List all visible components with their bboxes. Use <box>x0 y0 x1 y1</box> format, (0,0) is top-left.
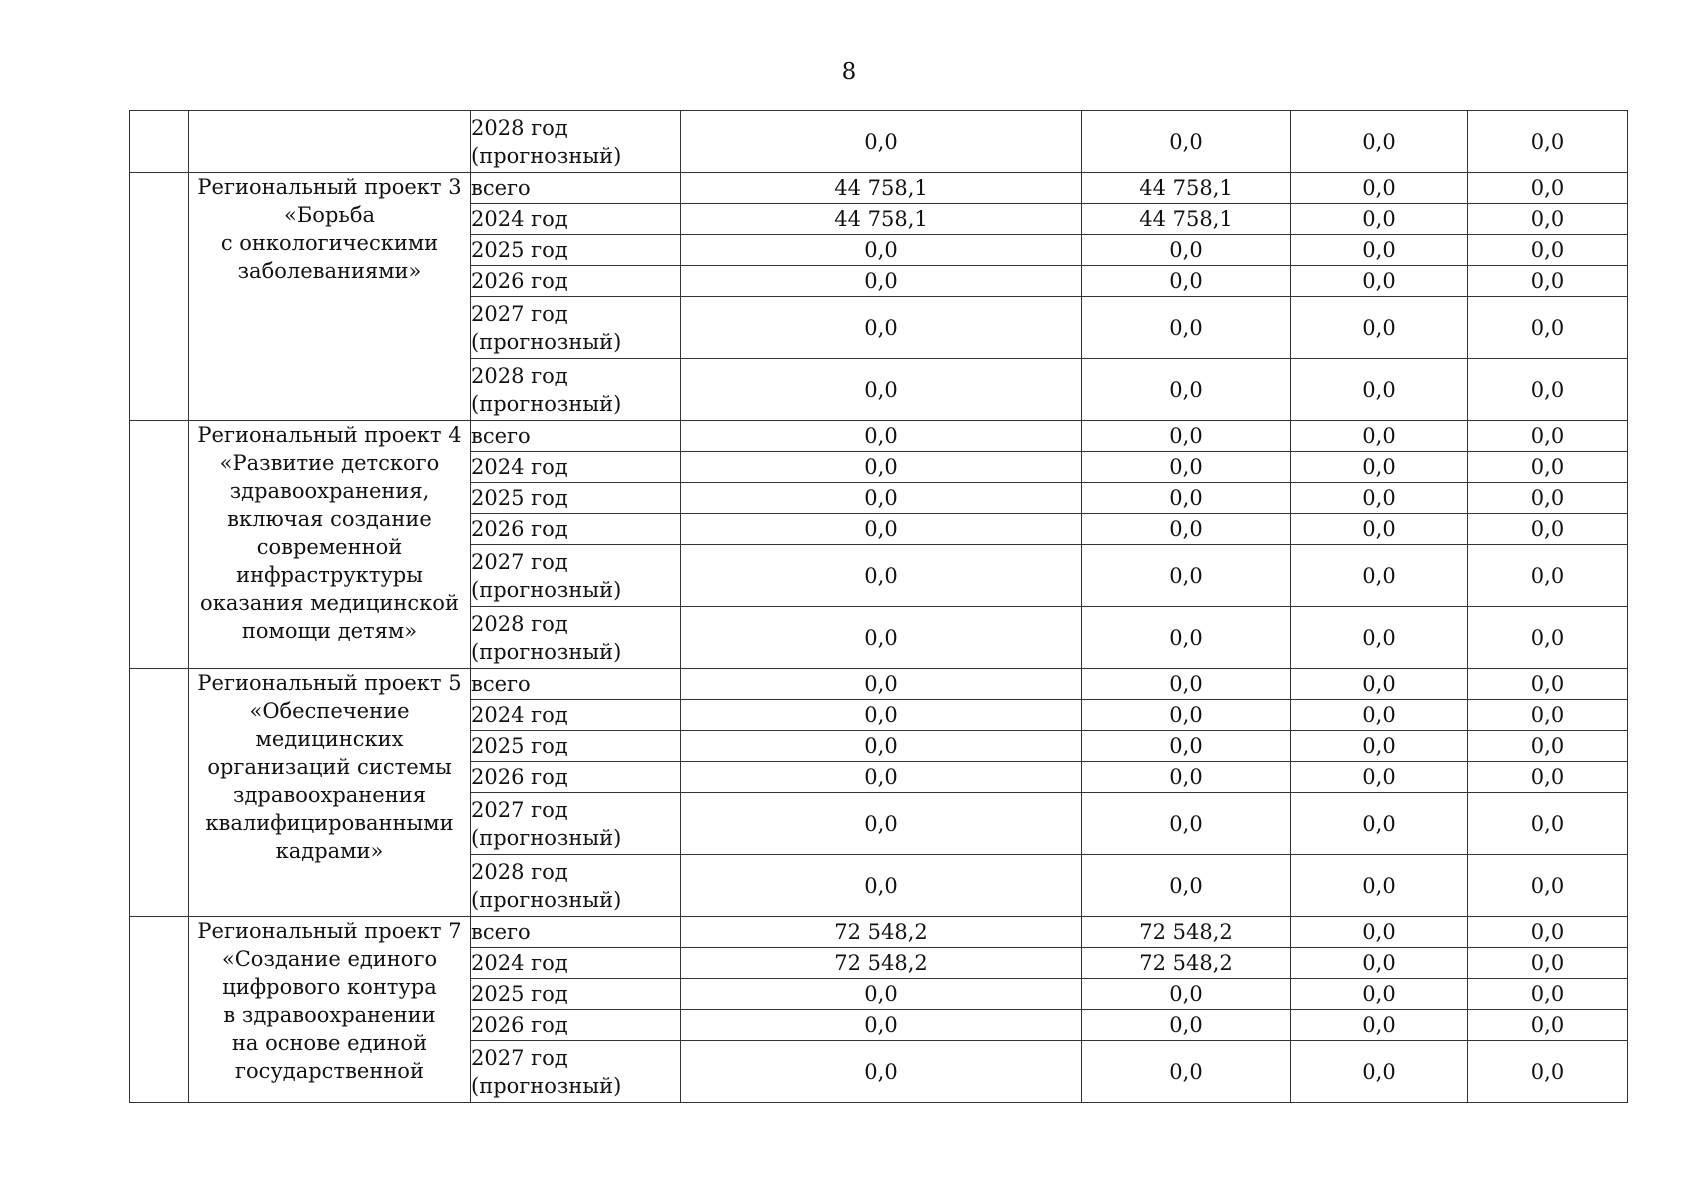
value-cell-v1: 0,0 <box>681 979 1082 1010</box>
value-cell-v1: 0,0 <box>681 607 1082 669</box>
value-cell-v1: 0,0 <box>681 762 1082 793</box>
value-cell-v4: 0,0 <box>1468 173 1628 204</box>
value-cell-v4: 0,0 <box>1468 855 1628 917</box>
value-cell-v1: 0,0 <box>681 1010 1082 1041</box>
value-cell-v4: 0,0 <box>1468 359 1628 421</box>
period-cell: 2028 год (прогнозный) <box>471 607 681 669</box>
value-cell-v4: 0,0 <box>1468 948 1628 979</box>
value-cell-v3: 0,0 <box>1291 1041 1468 1103</box>
value-cell-v1: 0,0 <box>681 731 1082 762</box>
value-cell-v4: 0,0 <box>1468 514 1628 545</box>
budget-table <box>129 110 1628 1103</box>
value-cell-v1: 0,0 <box>681 1041 1082 1103</box>
value-cell-v1: 0,0 <box>681 359 1082 421</box>
value-cell-v3: 0,0 <box>1291 514 1468 545</box>
value-cell-v2: 0,0 <box>1082 731 1291 762</box>
value-cell-v3: 0,0 <box>1291 948 1468 979</box>
value-cell-v1: 0,0 <box>681 700 1082 731</box>
value-cell-v3: 0,0 <box>1291 452 1468 483</box>
value-cell-v1: 0,0 <box>681 669 1082 700</box>
value-cell-v4: 0,0 <box>1468 235 1628 266</box>
value-cell-v4: 0,0 <box>1468 204 1628 235</box>
row-number-cell <box>130 917 189 1103</box>
value-cell-v2: 72 548,2 <box>1082 917 1291 948</box>
value-cell-v4: 0,0 <box>1468 421 1628 452</box>
value-cell-v3: 0,0 <box>1291 483 1468 514</box>
value-cell-v2: 0,0 <box>1082 793 1291 855</box>
period-cell: всего <box>471 669 681 700</box>
value-cell-v2: 44 758,1 <box>1082 173 1291 204</box>
value-cell-v1: 72 548,2 <box>681 948 1082 979</box>
value-cell-v4: 0,0 <box>1468 266 1628 297</box>
value-cell-v4: 0,0 <box>1468 917 1628 948</box>
value-cell-v2: 0,0 <box>1082 266 1291 297</box>
table-row <box>130 421 1628 452</box>
value-cell-v4: 0,0 <box>1468 731 1628 762</box>
value-cell-v3: 0,0 <box>1291 979 1468 1010</box>
value-cell-v2: 0,0 <box>1082 669 1291 700</box>
period-cell: 2026 год <box>471 1010 681 1041</box>
row-number-cell <box>130 669 189 917</box>
period-cell: 2024 год <box>471 700 681 731</box>
value-cell-v3: 0,0 <box>1291 545 1468 607</box>
value-cell-v2: 0,0 <box>1082 700 1291 731</box>
value-cell-v3: 0,0 <box>1291 1010 1468 1041</box>
project-name-cell: Региональный проект 5 «Обеспечение медицинских организаций системы здравоохранения квалифицированными кадрами» <box>189 669 471 917</box>
value-cell-v2: 0,0 <box>1082 514 1291 545</box>
table-row <box>130 111 1628 173</box>
project-name-cell: Региональный проект 7 «Создание единого цифрового контура в здравоохранении на основе единой государственной <box>189 917 471 1103</box>
value-cell-v3: 0,0 <box>1291 359 1468 421</box>
value-cell-v4: 0,0 <box>1468 669 1628 700</box>
period-cell: 2025 год <box>471 483 681 514</box>
value-cell-v4: 0,0 <box>1468 545 1628 607</box>
period-cell: 2027 год (прогнозный) <box>471 545 681 607</box>
value-cell-v3: 0,0 <box>1291 266 1468 297</box>
value-cell-v4: 0,0 <box>1468 1010 1628 1041</box>
period-cell: 2024 год <box>471 452 681 483</box>
period-cell: 2024 год <box>471 204 681 235</box>
value-cell-v4: 0,0 <box>1468 111 1628 173</box>
value-cell-v4: 0,0 <box>1468 1041 1628 1103</box>
value-cell-v2: 0,0 <box>1082 483 1291 514</box>
period-cell: 2028 год (прогнозный) <box>471 111 681 173</box>
value-cell-v3: 0,0 <box>1291 731 1468 762</box>
period-cell: 2025 год <box>471 235 681 266</box>
period-cell: 2026 год <box>471 762 681 793</box>
period-cell: всего <box>471 917 681 948</box>
project-name-cell <box>189 111 471 173</box>
value-cell-v2: 0,0 <box>1082 111 1291 173</box>
value-cell-v2: 0,0 <box>1082 452 1291 483</box>
table-row <box>130 173 1628 204</box>
value-cell-v2: 0,0 <box>1082 762 1291 793</box>
value-cell-v1: 0,0 <box>681 855 1082 917</box>
period-cell: 2027 год (прогнозный) <box>471 297 681 359</box>
value-cell-v4: 0,0 <box>1468 700 1628 731</box>
value-cell-v3: 0,0 <box>1291 607 1468 669</box>
period-cell: 2025 год <box>471 979 681 1010</box>
row-number-cell <box>130 111 189 173</box>
value-cell-v1: 44 758,1 <box>681 173 1082 204</box>
period-cell: 2026 год <box>471 266 681 297</box>
value-cell-v3: 0,0 <box>1291 855 1468 917</box>
value-cell-v1: 0,0 <box>681 483 1082 514</box>
value-cell-v3: 0,0 <box>1291 204 1468 235</box>
value-cell-v3: 0,0 <box>1291 173 1468 204</box>
value-cell-v1: 0,0 <box>681 452 1082 483</box>
period-cell: 2027 год (прогнозный) <box>471 1041 681 1103</box>
table-row <box>130 669 1628 700</box>
value-cell-v1: 0,0 <box>681 235 1082 266</box>
value-cell-v1: 0,0 <box>681 421 1082 452</box>
value-cell-v3: 0,0 <box>1291 297 1468 359</box>
value-cell-v3: 0,0 <box>1291 762 1468 793</box>
value-cell-v3: 0,0 <box>1291 235 1468 266</box>
project-name-cell: Региональный проект 3 «Борьба с онкологическими заболеваниями» <box>189 173 471 421</box>
row-number-cell <box>130 173 189 421</box>
period-cell: 2025 год <box>471 731 681 762</box>
period-cell: 2028 год (прогнозный) <box>471 359 681 421</box>
value-cell-v3: 0,0 <box>1291 421 1468 452</box>
period-cell: 2027 год (прогнозный) <box>471 793 681 855</box>
period-cell: 2024 год <box>471 948 681 979</box>
value-cell-v2: 0,0 <box>1082 607 1291 669</box>
value-cell-v4: 0,0 <box>1468 452 1628 483</box>
value-cell-v1: 0,0 <box>681 297 1082 359</box>
period-cell: всего <box>471 421 681 452</box>
value-cell-v3: 0,0 <box>1291 111 1468 173</box>
row-number-cell <box>130 421 189 669</box>
value-cell-v3: 0,0 <box>1291 793 1468 855</box>
value-cell-v2: 0,0 <box>1082 359 1291 421</box>
value-cell-v4: 0,0 <box>1468 979 1628 1010</box>
value-cell-v1: 0,0 <box>681 545 1082 607</box>
value-cell-v2: 0,0 <box>1082 979 1291 1010</box>
period-cell: всего <box>471 173 681 204</box>
table-row <box>130 917 1628 948</box>
value-cell-v4: 0,0 <box>1468 793 1628 855</box>
value-cell-v3: 0,0 <box>1291 917 1468 948</box>
value-cell-v3: 0,0 <box>1291 700 1468 731</box>
value-cell-v1: 0,0 <box>681 793 1082 855</box>
value-cell-v2: 44 758,1 <box>1082 204 1291 235</box>
value-cell-v2: 72 548,2 <box>1082 948 1291 979</box>
value-cell-v2: 0,0 <box>1082 421 1291 452</box>
value-cell-v2: 0,0 <box>1082 545 1291 607</box>
value-cell-v2: 0,0 <box>1082 1010 1291 1041</box>
period-cell: 2028 год (прогнозный) <box>471 855 681 917</box>
value-cell-v2: 0,0 <box>1082 297 1291 359</box>
value-cell-v3: 0,0 <box>1291 669 1468 700</box>
page-number: 8 <box>841 59 857 85</box>
value-cell-v1: 0,0 <box>681 111 1082 173</box>
project-name-cell: Региональный проект 4 «Развитие детского здравоохранения, включая создание современной инфраструктуры оказания медицинской помощи детям» <box>189 421 471 669</box>
value-cell-v4: 0,0 <box>1468 607 1628 669</box>
value-cell-v1: 0,0 <box>681 514 1082 545</box>
value-cell-v2: 0,0 <box>1082 855 1291 917</box>
value-cell-v1: 0,0 <box>681 266 1082 297</box>
value-cell-v2: 0,0 <box>1082 1041 1291 1103</box>
value-cell-v4: 0,0 <box>1468 483 1628 514</box>
value-cell-v1: 72 548,2 <box>681 917 1082 948</box>
value-cell-v4: 0,0 <box>1468 762 1628 793</box>
value-cell-v1: 44 758,1 <box>681 204 1082 235</box>
value-cell-v2: 0,0 <box>1082 235 1291 266</box>
value-cell-v4: 0,0 <box>1468 297 1628 359</box>
period-cell: 2026 год <box>471 514 681 545</box>
